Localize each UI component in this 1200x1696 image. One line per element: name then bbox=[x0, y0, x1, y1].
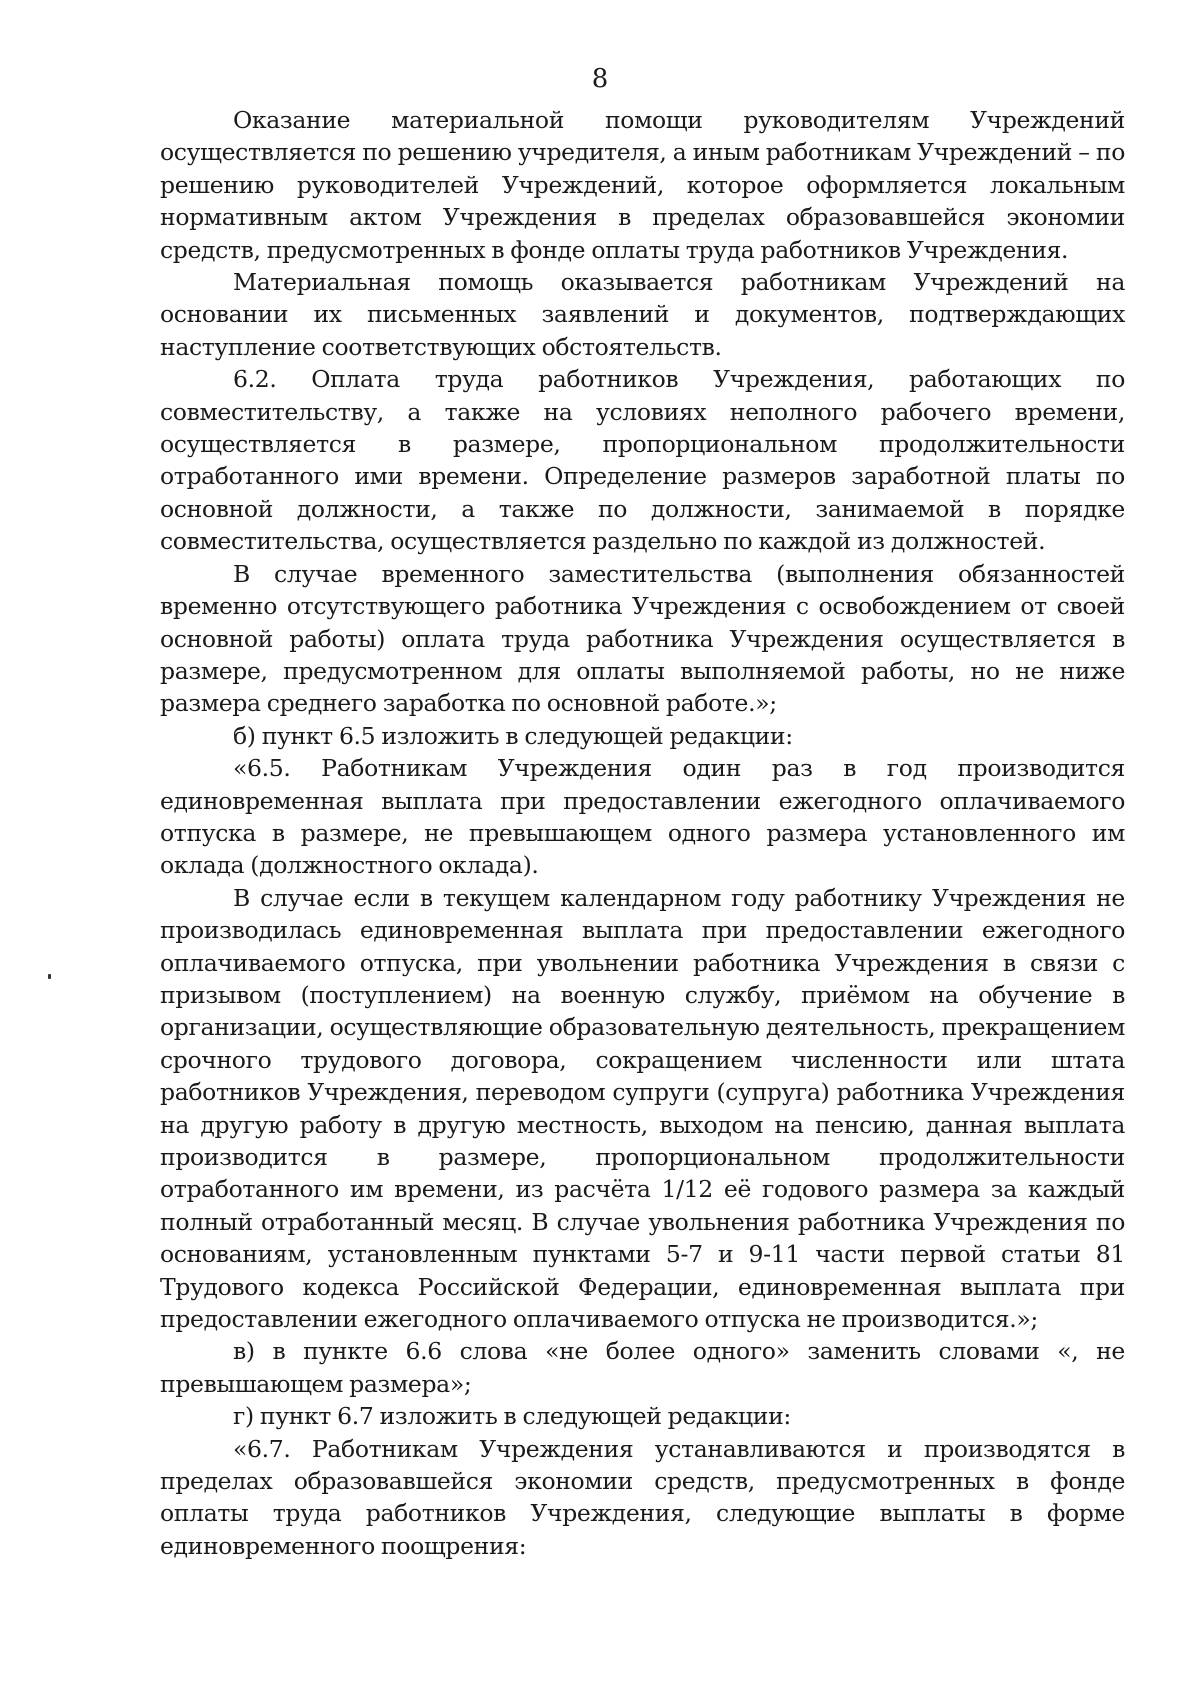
document-body bbox=[160, 104, 1125, 1562]
paragraph-material-aid-basis: Материальная помощь оказывается работникам Учреждений на основании их письменных заявлений и документов, подтверждающих наступление соответствующих обстоятельств. bbox=[160, 268, 1125, 361]
paragraph-temporary-substitution: В случае временного заместительства (выполнения обязанностей временно отсутствующего работника Учреждения с освобождением от своей основной работы) оплата труда работника Учреждения осуществляется в размере, предусмотренном для оплаты выполняемой работы, но не ниже размера среднего заработка по основной работе.»; bbox=[160, 559, 1125, 718]
paragraph-material-aid-decision: Оказание материальной помощи руководителям Учреждений осуществляется по решению учредителя, а иным работникам Учреждений – по решению руководителей Учреждений, которое оформляется локальным нормативным актом Учреждения в пределах образовавшейся экономии средств, предусмотренных в фонде оплаты труда работников Учреждения. bbox=[160, 106, 1125, 264]
paragraph-clause-6-2: 6.2. Оплата труда работников Учреждения, работающих по совместительству, а также на условиях неполного рабочего времени, осуществляется в размере, пропорциональном продолжительности отработанного ими времени. Определение размеров заработной платы по основной должности, а также по должности, занимаемой в порядке совместительства, осуществляется раздельно по каждой из должностей. bbox=[160, 365, 1125, 556]
paragraph-amendment-g: г) пункт 6.7 изложить в следующей редакции: bbox=[233, 1402, 791, 1431]
margin-mark bbox=[48, 974, 51, 979]
paragraph-clause-6-5: «6.5. Работникам Учреждения один раз в год производится единовременная выплата при предоставлении ежегодного оплачиваемого отпуска в размере, не превышающем одного размера установленного им оклада (должностного оклада). bbox=[160, 754, 1125, 880]
paragraph-clause-6-7: «6.7. Работникам Учреждения устанавливаются и производятся в пределах образовавшейся экономии средств, предусмотренных в фонде оплаты труда работников Учреждения, следующие выплаты в форме единовременного поощрения: bbox=[160, 1434, 1125, 1560]
paragraph-amendment-b: б) пункт 6.5 изложить в следующей редакции: bbox=[233, 721, 793, 750]
paragraph-dismissal-payment: В случае если в текущем календарном году работнику Учреждения не производилась единовременная выплата при предоставлении ежегодного оплачиваемого отпуска, при увольнении работника Учреждения в связи с призывом (поступлением) на военную службу, приёмом на обучение в организации, осуществляющие образовательную деятельность, прекращением срочного трудового договора, сокращением численности или штата работников Учреждения, переводом супруги (супруга) работника Учреждения на другую работу в другую местность, выходом на пенсию, данная выплата производится в размере, пропорциональном продолжительности отработанного им времени, из расчёта 1/12 её годового размера за каждый полный отработанный месяц. В случае увольнения работника Учреждения по основаниям, установленным пунктами 5-7 и 9-11 части первой статьи 81 Трудового кодекса Российской Федерации, единовременная выплата при предоставлении ежегодного оплачиваемого отпуска не производится.»; bbox=[160, 883, 1125, 1334]
paragraph-amendment-v: в) в пункте 6.6 слова «не более одного» заменить словами «, не превышающем размера»; bbox=[160, 1337, 1125, 1398]
page-number: 8 bbox=[591, 64, 609, 94]
